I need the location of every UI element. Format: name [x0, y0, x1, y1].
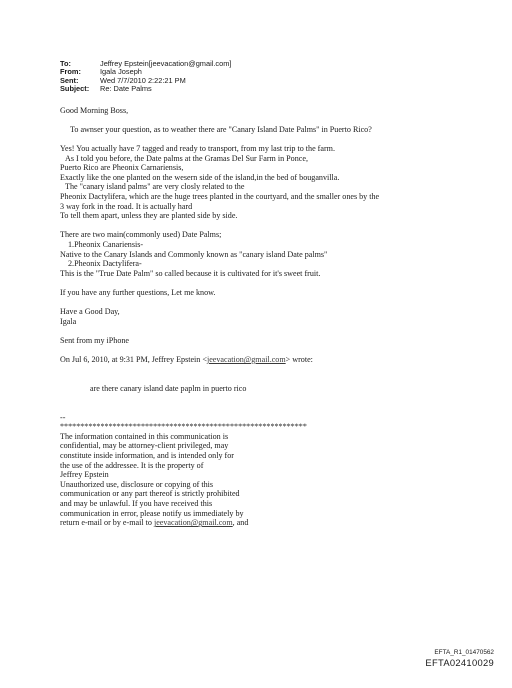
question-line: To awnser your question, as to weather there are "Canary Island Date Palms" in Puerto Rico?	[70, 124, 372, 134]
closing: Have a Good Day,	[60, 307, 120, 317]
disclaimer-line: The information contained in this communication is	[60, 431, 229, 441]
para1-line: Exactly like the one planted on the wesern side of the island,in the bed of bouganvilla.	[60, 172, 340, 182]
further-questions: If you have any further questions, Let me know.	[60, 287, 216, 297]
sent-from: Sent from my iPhone	[60, 335, 130, 345]
subject-value: Re: Date Palms	[100, 84, 152, 94]
disclaimer-email-link[interactable]: jeevacation@gmail.com	[153, 518, 233, 528]
sent-label: Sent:	[60, 75, 79, 85]
para1-line: As I told you before, the Date palms at the Gramas Del Sur Farm in Ponce,	[65, 153, 308, 163]
para2-line: Native to the Canary Islands and Commonly known as "canary island Date palms"	[60, 249, 328, 259]
to-value: Jeffrey Epstein[jeevacation@gmail.com]	[100, 59, 232, 68]
disclaimer-line: communication or any part thereof is strictly prohibited	[60, 489, 240, 499]
disclaimer-last-post: , and	[232, 518, 249, 528]
quoted-text: are there canary island date paplm in puerto rico	[90, 383, 247, 393]
disclaimer-line: Jeffrey Epstein	[60, 470, 109, 480]
email-document	[60, 60, 480, 528]
para2-line: 1.Pheonix Canariensis-	[68, 239, 144, 249]
disclaimer-last-line	[60, 518, 480, 528]
para1-line: To tell them apart, unless they are planted side by side.	[60, 211, 238, 221]
email-header	[60, 60, 480, 94]
document-id-small: EFTA_R1_01470562	[434, 649, 494, 656]
para1-line: Pheonix Dactylifera, which are the huge trees planted in the courtyard, and the smaller ones by the	[60, 191, 380, 201]
signature-stars: *************************************************************	[60, 422, 307, 432]
from-value: Igala Joseph	[100, 67, 142, 77]
to-label: To:	[60, 59, 71, 68]
from-label: From:	[60, 67, 81, 77]
disclaimer-line: confidential, may be attorney-client privileged, may	[60, 441, 229, 451]
para1-line: Puerto Rico are Pheonix Carnariensis,	[60, 163, 184, 173]
para1-line: Yes! You actually have 7 tagged and ready to transport, from my last trip to the farm.	[60, 144, 335, 153]
disclaimer-line: the use of the addressee. It is the property of	[60, 460, 204, 470]
para2-line: 2.Pheonix Dactylifera-	[68, 259, 142, 269]
para2-line: There are two main(commonly used) Date Palms;	[60, 230, 222, 240]
para1-line: The "canary island palms" are very closly related to the	[65, 182, 245, 192]
greeting: Good Morning Boss,	[60, 105, 129, 115]
document-ids	[425, 649, 494, 668]
disclaimer-line: Unauthorized use, disclosure or copying of this	[60, 479, 214, 489]
signature-dashes: --	[60, 412, 66, 422]
quote-intro-post: > wrote:	[285, 355, 313, 365]
sent-value: Wed 7/7/2010 2:22:21 PM	[100, 75, 186, 85]
subject-label: Subject:	[60, 84, 90, 94]
email-body	[60, 106, 480, 528]
disclaimer-line: communication in error, please notify us immediately by	[60, 508, 244, 518]
para2-line: This is the "True Date Palm" so called because it is cultivated for it's sweet fruit.	[60, 268, 321, 278]
para1-line: 3 way fork in the road. It is actually hard	[60, 201, 193, 211]
quote-email-link[interactable]: jeevacation@gmail.com	[206, 355, 286, 365]
subject-row	[60, 85, 480, 93]
disclaimer-line: constitute inside information, and is intended only for	[60, 451, 234, 460]
quote-intro	[60, 355, 480, 365]
disclaimer-line: and may be unlawful. If you have received this	[60, 498, 213, 508]
signature: Igala	[60, 316, 77, 326]
disclaimer-last-pre: return e-mail or by e-mail to	[60, 518, 154, 528]
document-id-large: EFTA02410029	[425, 657, 494, 668]
quote-intro-pre: On Jul 6, 2010, at 9:31 PM, Jeffrey Epstein <	[60, 355, 207, 365]
